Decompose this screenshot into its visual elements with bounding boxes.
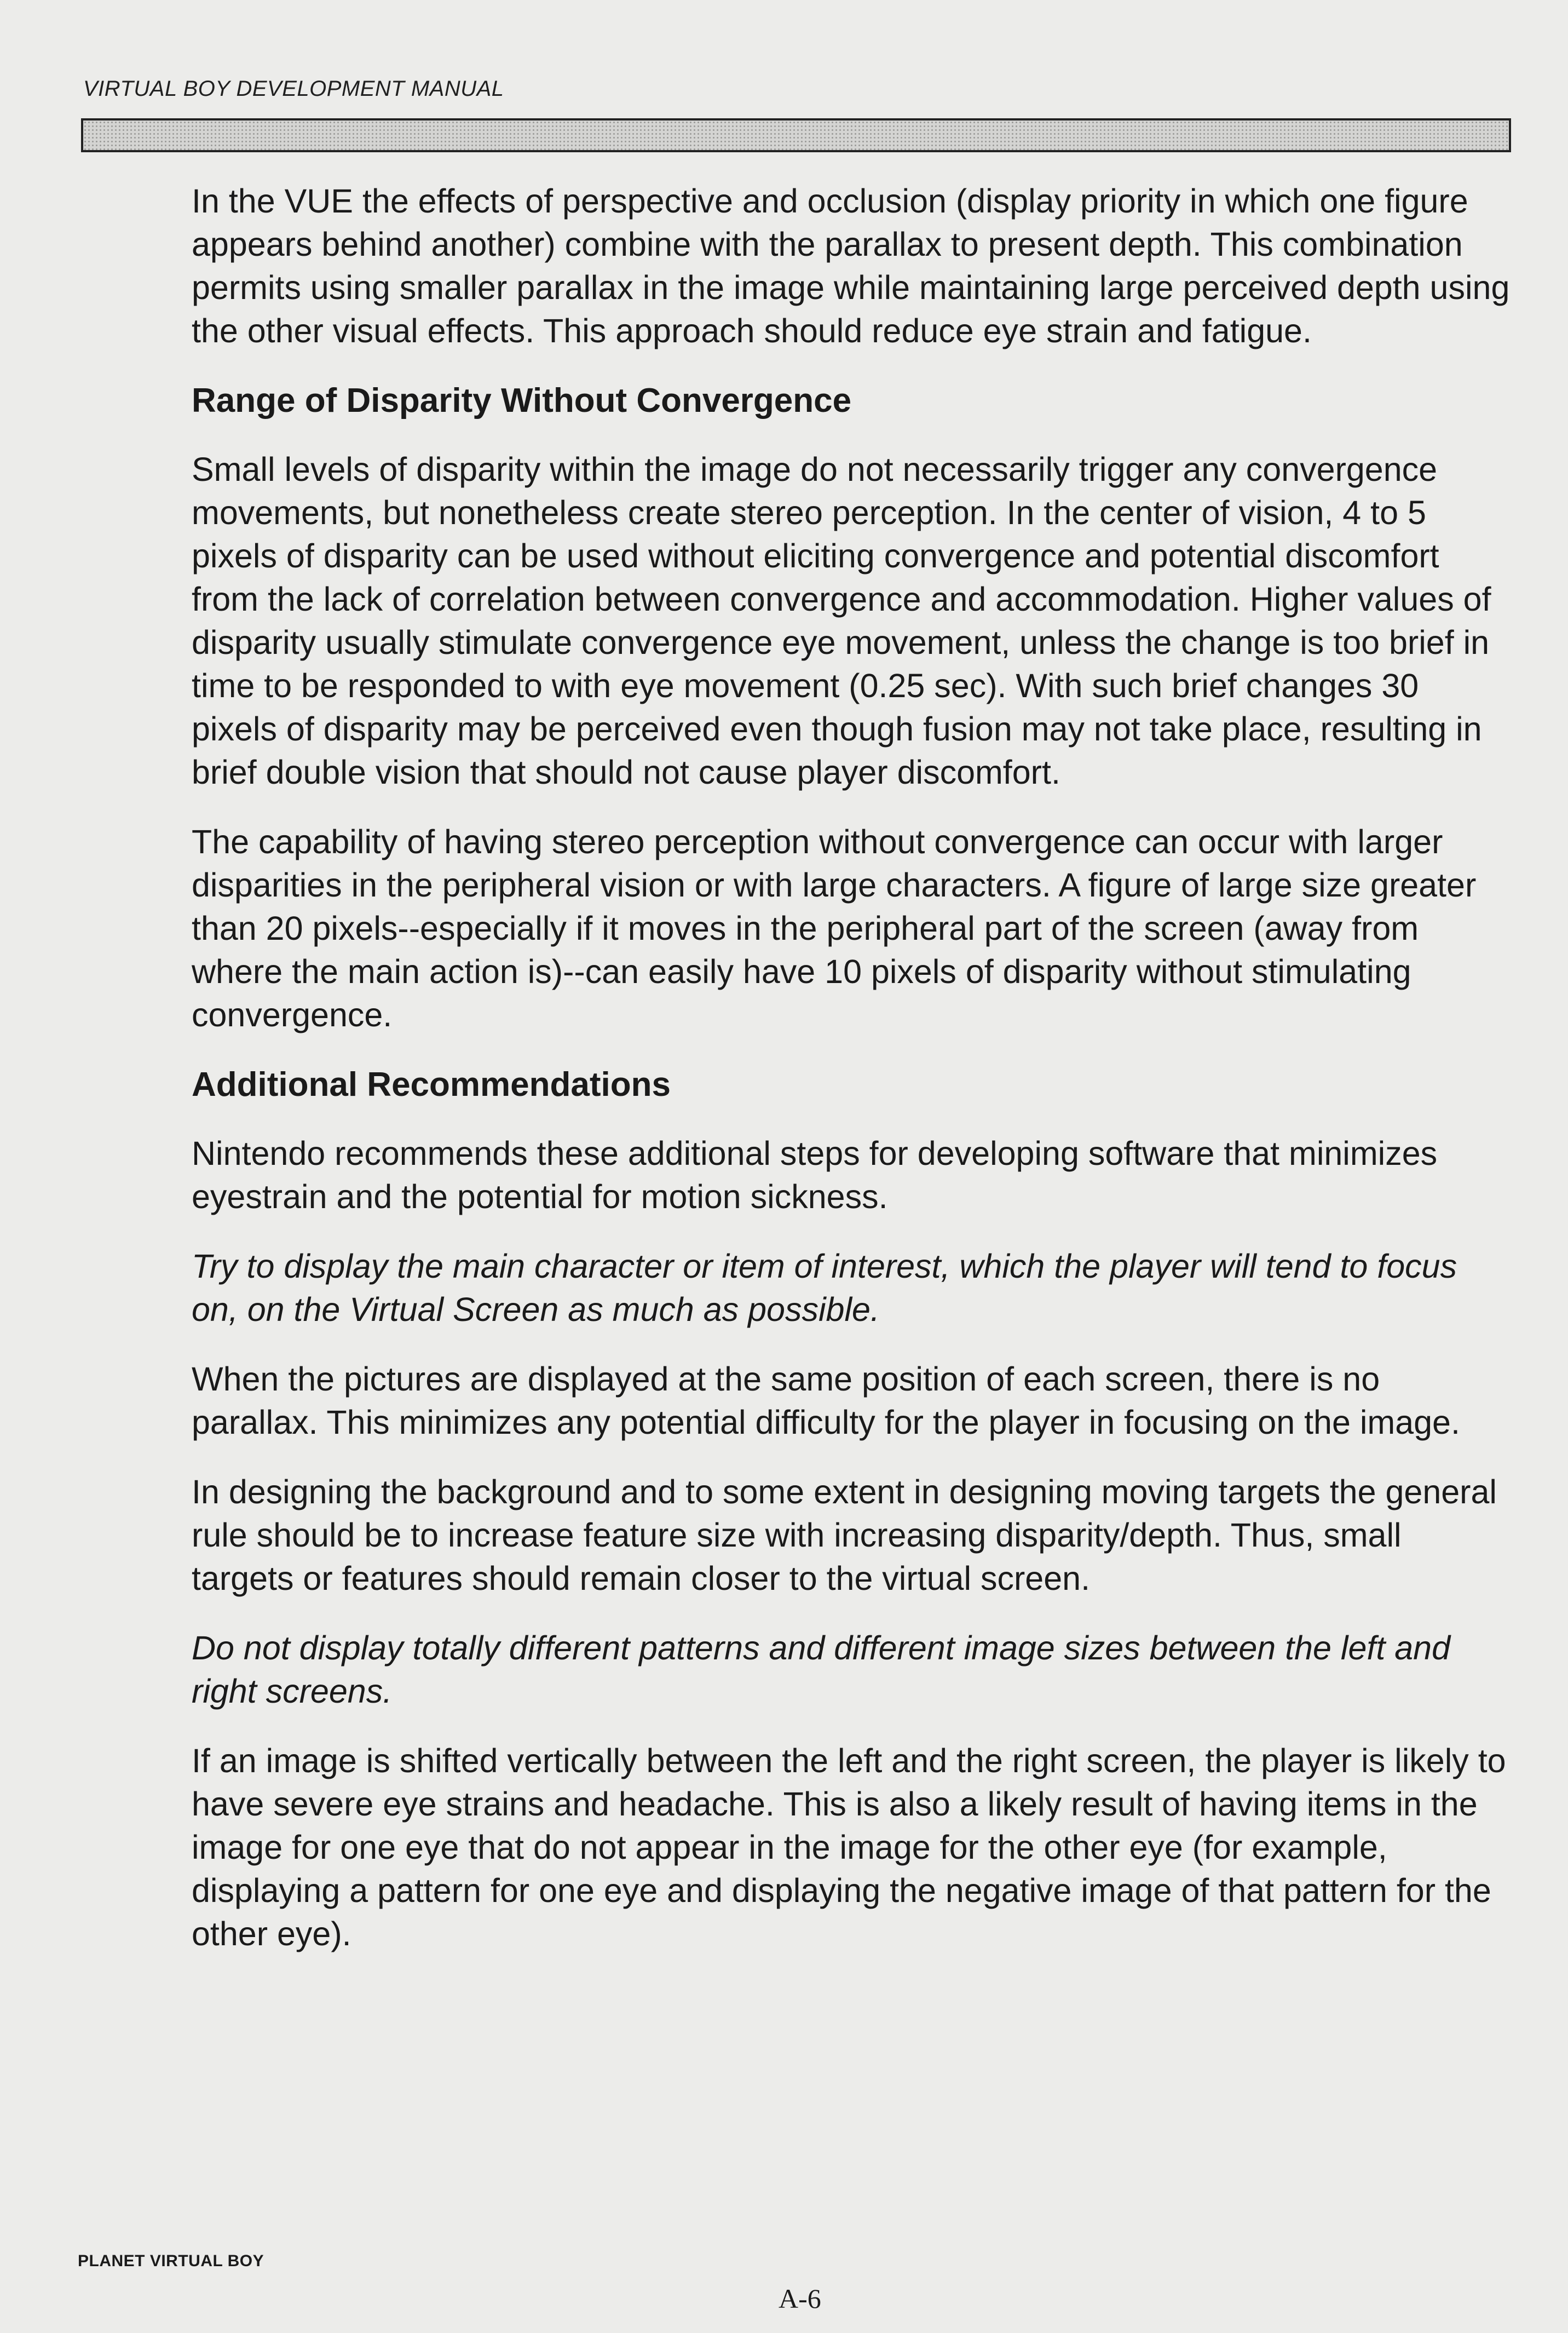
main-content [192,180,1511,1982]
header-rule-bar [81,118,1511,152]
paragraph-peripheral-vision: The capability of having stereo perception without convergence can occur with larger disparities in the peripheral vision or with large characters. A figure of large size greater than 20 pixels--especially if it moves in the peripheral part of the screen (away from where the main action is)--can easily have 10 pixels of disparity without stimulating convergence. [192,823,1477,1033]
paragraph-vue-perspective: In the VUE the effects of perspective and occlusion (display priority in which one figure appears behind another) combine with the parallax to present depth. This combination permits using smaller parallax in the image while maintaining large perceived depth using the other visual effects. This approach should reduce eye strain and fatigue. [192,182,1510,349]
running-header: VIRTUAL BOY DEVELOPMENT MANUAL [83,77,504,101]
page-number: A-6 [779,2283,821,2314]
section-heading-disparity: Range of Disparity Without Convergence [192,382,852,420]
footer-source-label: PLANET VIRTUAL BOY [78,2252,264,2270]
section-heading-recommendations: Additional Recommendations [192,1066,671,1104]
recommendation-virtual-screen: Try to display the main character or item of interest, which the player will tend to focus on, on the Virtual Screen as much as possible. [192,1248,1457,1328]
paragraph-vertical-shift: If an image is shifted vertically between the left and the right screen, the player is likely to have severe eye strains and headache. This is also a likely result of having items in the image for one eye that do not appear in the image for the other eye (for example, displaying a pattern for one eye and displaying the negative image of that pattern for the other eye). [192,1742,1506,1952]
paragraph-recommendations-intro: Nintendo recommends these additional steps for developing software that minimizes eyestrain and the potential for motion sickness. [192,1135,1438,1215]
paragraph-feature-size: In designing the background and to some extent in designing moving targets the general rule should be to increase feature size with increasing disparity/depth. Thus, small targets or features should remain closer to the virtual screen. [192,1473,1497,1597]
recommendation-matching-screens: Do not display totally different patterns and different image sizes between the left and right screens. [192,1629,1451,1710]
paragraph-no-parallax: When the pictures are displayed at the same position of each screen, there is no parallax. This minimizes any potential difficulty for the player in focusing on the image. [192,1360,1460,1441]
paragraph-small-disparity: Small levels of disparity within the image do not necessarily trigger any convergence movements, but nonetheless create stereo perception. In the center of vision, 4 to 5 pixels of disparity can be used without eliciting convergence and potential discomfort from the lack of correlation between convergence and accommodation. Higher values of disparity usually stimulate convergence eye movement, unless the change is too brief in time to be responded to with eye movement (0.25 sec). With such brief changes 30 pixels of disparity may be perceived even though fusion may not take place, resulting in brief double vision that should not cause player discomfort. [192,451,1491,791]
